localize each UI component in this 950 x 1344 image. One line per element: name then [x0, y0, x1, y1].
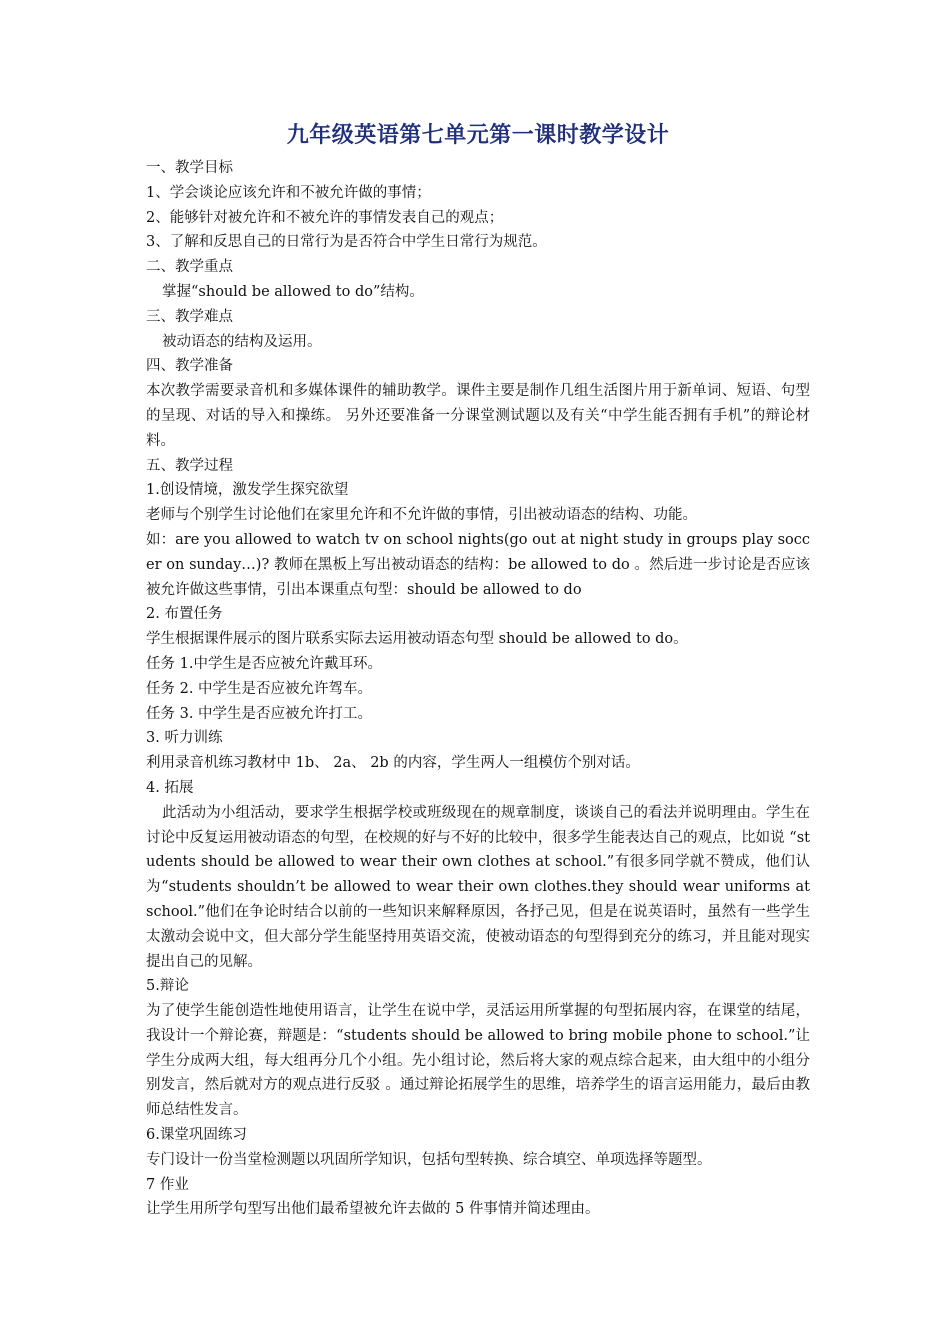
document-page	[146, 118, 810, 1222]
goal-item: 3、了解和反思自己的日常行为是否符合中学生日常行为规范。	[146, 234, 547, 251]
task-item: 任务 2. 中学生是否应被允许驾车。	[146, 680, 373, 697]
step-heading: 5.辩论	[146, 978, 189, 995]
step-heading: 2. 布置任务	[146, 606, 223, 623]
task-item: 任务 3. 中学生是否应被允许打工。	[146, 705, 373, 722]
section-heading-key: 二、教学重点	[146, 259, 233, 276]
section-heading-goals: 一、教学目标	[146, 160, 233, 176]
step-text: 专门设计一份当堂检测题以巩固所学知识，包括句型转换、综合填空、单项选择等题型。	[146, 1151, 712, 1168]
section-heading-difficult: 三、教学难点	[146, 308, 233, 325]
step-text: 利用录音机练习教材中 1b、 2a、 2b 的内容，学生两人一组模仿个别对话。	[146, 755, 640, 772]
prep-text: 本次教学需要录音机和多媒体课件的辅助教学。课件主要是制作几组生活图片用于新单词、短语、句型的呈现、对话的导入和操练。 另外还要准备一分课堂测试题以及有关“中学生能否拥有手机”的辩论材料。	[146, 383, 810, 449]
task-item: 任务 1.中学生是否应被允许戴耳环。	[146, 655, 382, 672]
step-heading: 1.创设情境，激发学生探究欲望	[146, 482, 349, 499]
key-point-text: 掌握“should be allowed to do”结构。	[162, 283, 424, 300]
step-text: 为了使学生能创造性地使用语言，让学生在说中学，灵活运用所掌握的句型拓展内容，在课堂的结尾，我设计一个辩论赛，辩题是：“students should be allowed to bring mobile phone to school.”让学生分成两大组，每大组再分几个小组。先小组讨论，然后将大家的观点综合起来，由大组中的小组分别发言，然后就对方的观点进行反驳 。通过辩论拓展学生的思维，培养学生的语言运用能力，最后由教师总结性发言。	[146, 1003, 810, 1119]
difficult-point-text: 被动语态的结构及运用。	[162, 333, 322, 350]
section-heading-process: 五、教学过程	[146, 457, 233, 474]
section-heading-prep: 四、教学准备	[146, 358, 233, 375]
step-heading: 6.课堂巩固练习	[146, 1127, 247, 1144]
step-heading: 7 作业	[146, 1176, 189, 1193]
step-text: 学生根据课件展示的图片联系实际去运用被动语态句型 should be allowed to do。	[146, 631, 688, 648]
step-heading: 4. 拓展	[146, 779, 194, 796]
step-text: 老师与个别学生讨论他们在家里允许和不允许做的事情，引出被动语态的结构、功能。	[146, 507, 697, 524]
step-text: 此活动为小组活动，要求学生根据学校或班级现在的规章制度，谈谈自己的看法并说明理由。学生在讨论中反复运用被动语态的句型，在校规的好与不好的比较中，很多学生能表达自己的观点，比如说 “students should be allowed to wear their own clothes at school.”有很多同学就不赞成，他们认为“students shouldn’t be allowed to wear their own clothes.they should wear uniforms at school.”他们在争论时结合以前的一些知识来解释原因，各抒己见，但是在说英语时，虽然有一些学生太激动会说中文，但大部分学生能坚持用英语交流，使被动语态的句型得到充分的练习，并且能对现实提出自己的见解。	[146, 804, 810, 970]
step-text: 如：are you allowed to watch tv on school nights(go out at night study in groups play soccer on sunday…)? 教师在黑板上写出被动语态的结构：be allowed to do 。然后进一步讨论是否应该被允许做这些事情，引出本课重点句型：should be allowed to do	[146, 531, 810, 598]
document-title: 九年级英语第七单元第一课时教学设计	[286, 122, 670, 148]
goal-item: 2、能够针对被允许和不被允许的事情发表自己的观点；	[146, 209, 504, 226]
goal-item: 1、学会谈论应该允许和不被允许做的事情；	[146, 184, 431, 201]
step-text: 让学生用所学句型写出他们最希望被允许去做的 5 件事情并简述理由。	[146, 1201, 600, 1218]
step-heading: 3. 听力训练	[146, 730, 223, 747]
